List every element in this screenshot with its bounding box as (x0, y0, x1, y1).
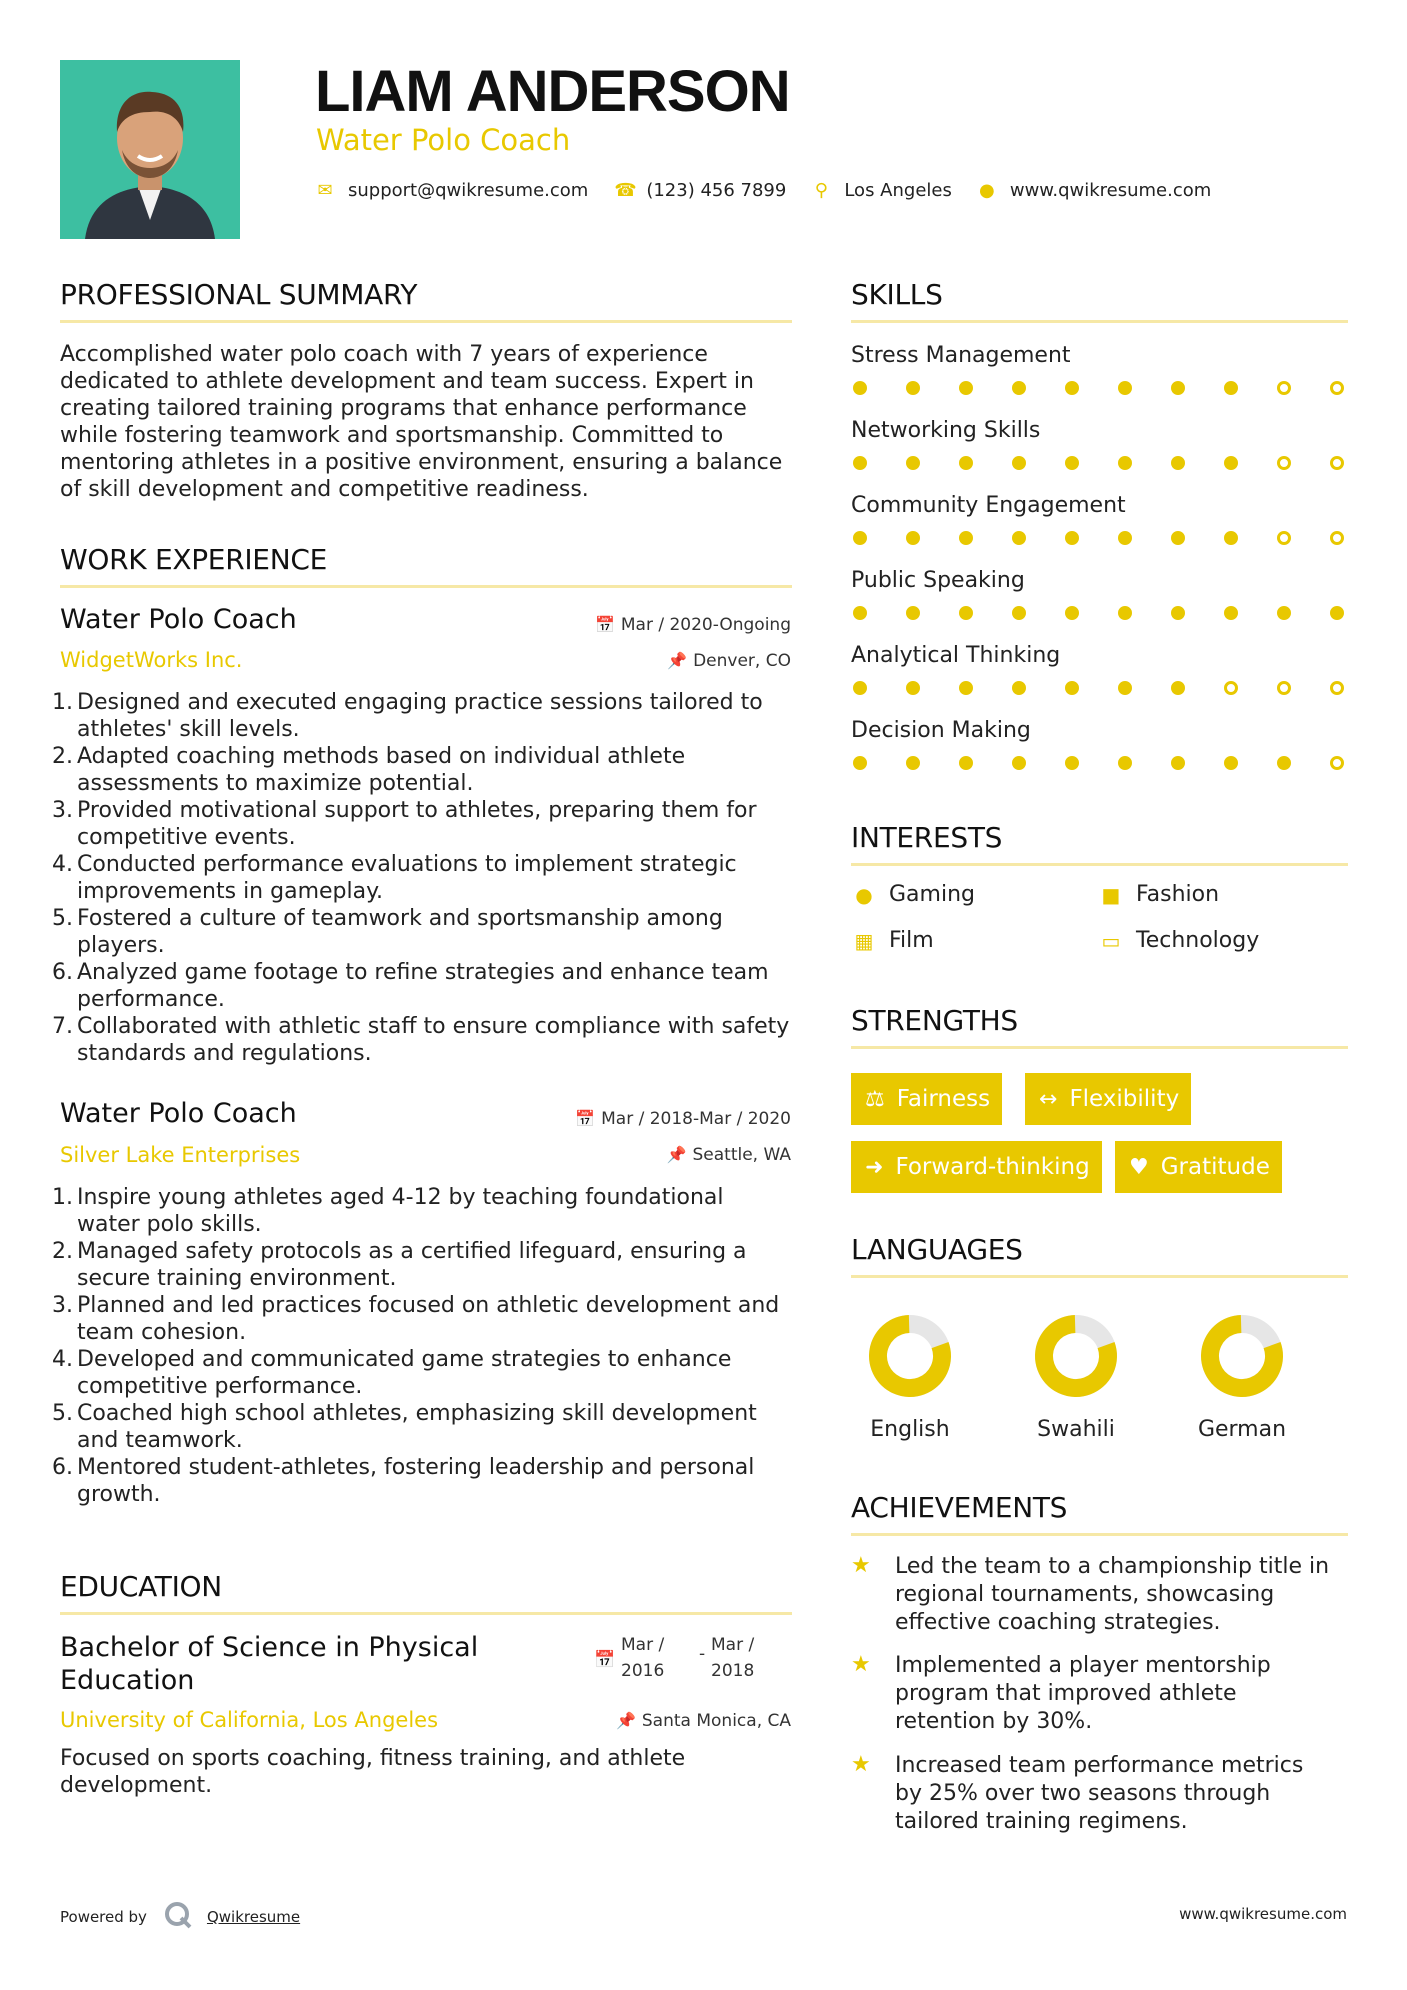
rating-dot (1277, 756, 1291, 770)
rating-dot (1118, 531, 1132, 545)
job-duties (52, 1184, 792, 1508)
rating-dot (1012, 456, 1026, 470)
rating-dot (853, 756, 867, 770)
rating-dot (1224, 456, 1238, 470)
work-rule (60, 585, 792, 588)
language-item (1172, 1311, 1312, 1442)
strength-tag: ↔ Flexibility (1025, 1073, 1191, 1125)
duty-item: 2. Managed safety protocols as a certified lifeguard, ensuring a secure training environment. (52, 1239, 747, 1291)
arrows-horizontal-icon: ↔ (1039, 1086, 1058, 1112)
rating-dot (1224, 606, 1238, 620)
rating-dot (1118, 681, 1132, 695)
rating-dot (959, 381, 973, 395)
school-location: 📌 Santa Monica, CA (615, 1711, 791, 1731)
education-rule (60, 1612, 792, 1615)
rating-dot (1118, 456, 1132, 470)
summary-text: Accomplished water polo coach with 7 years of experience dedicated to athlete development and team success. Expert in creating tailored training programs that enhance performance while fostering teamwork and sportsmanship. Committed to mentoring athletes in a positive environment, ensuring a balance of skill development and competitive readiness. (60, 342, 783, 502)
achievements-heading: ACHIEVEMENTS (851, 1491, 1068, 1524)
rating-dot (1224, 681, 1238, 695)
rating-dot (1330, 756, 1344, 770)
bag-icon: ■ (1101, 882, 1121, 907)
duty-item: 4. Conducted performance evaluations to implement strategic improvements in gameplay. (52, 852, 737, 904)
school-name: University of California, Los Angeles (60, 1708, 439, 1732)
strengths-rule (851, 1046, 1348, 1049)
duty-item: 1. Designed and executed engaging practice sessions tailored to athletes' skill levels. (52, 690, 763, 742)
rating-dot (906, 456, 920, 470)
rating-dot (959, 606, 973, 620)
profile-photo (60, 60, 240, 239)
achievement-item: ★ Led the team to a championship title in regional tournaments, showcasing effective coaching strategies. (851, 1553, 1330, 1635)
achievement-item: ★ Implemented a player mentorship program that improved athlete retention by 30%. (851, 1652, 1271, 1734)
achievement-item: ★ Increased team performance metrics by 25% over two seasons through tailored training regimens. (851, 1752, 1304, 1834)
rating-dot (1118, 756, 1132, 770)
interest-film: ▦ Film (851, 928, 934, 953)
rating-dot (1277, 606, 1291, 620)
duty-item: 6. Mentored student-athletes, fostering leadership and personal growth. (52, 1455, 755, 1507)
skill-name: Analytical Thinking (851, 643, 1061, 668)
interest-fashion: ■ Fashion (1098, 882, 1219, 907)
rating-dot (1012, 756, 1026, 770)
contact-row (316, 180, 1237, 201)
education-description: Focused on sports coaching, fitness training, and athlete development. (60, 1746, 686, 1798)
duty-item: 5. Coached high school athletes, emphasizing skill development and teamwork. (52, 1401, 757, 1453)
rating-dot (1224, 531, 1238, 545)
strength-tag: ♥ Gratitude (1115, 1141, 1282, 1193)
rating-dot (853, 456, 867, 470)
edu-start-date: Mar / 2016 (621, 1635, 665, 1681)
rating-dot (1065, 531, 1079, 545)
envelope-icon: ✉ (317, 180, 333, 201)
summary-rule (60, 320, 792, 323)
skill-name: Stress Management (851, 343, 1071, 368)
strengths-heading: STRENGTHS (851, 1004, 1018, 1037)
rating-dot (906, 531, 920, 545)
strength-tag: ➜ Forward-thinking (851, 1141, 1102, 1193)
skill-name: Networking Skills (851, 418, 1041, 443)
contact-email[interactable]: support@qwikresume.com (348, 180, 589, 201)
interests-rule (851, 863, 1348, 866)
education-heading: EDUCATION (60, 1570, 222, 1603)
rating-dot (959, 756, 973, 770)
languages-heading: LANGUAGES (851, 1233, 1023, 1266)
skill-name: Community Engagement (851, 493, 1126, 518)
language-item (1006, 1311, 1146, 1442)
rating-dot (906, 381, 920, 395)
rating-dot (1277, 681, 1291, 695)
duty-item: 3. Planned and led practices focused on athletic development and team cohesion. (52, 1293, 780, 1345)
job-title: Water Polo Coach (60, 604, 297, 635)
rating-dot (1277, 456, 1291, 470)
globe-icon: ● (978, 180, 995, 201)
calendar-icon: 📅 (594, 615, 615, 634)
job-company: WidgetWorks Inc. (60, 648, 243, 672)
contact-location: Los Angeles (844, 180, 952, 201)
degree-title: Bachelor of Science in Physical Education (60, 1632, 479, 1696)
pin-icon: 📌 (615, 1711, 636, 1730)
skill-name: Public Speaking (851, 568, 1025, 593)
rating-dot (853, 531, 867, 545)
job-location: 📌 Denver, CO (667, 651, 791, 671)
duty-item: 4. Developed and communicated game strategies to enhance competitive performance. (52, 1347, 732, 1399)
candidate-name: LIAM ANDERSON (315, 59, 790, 124)
duty-item: 3. Provided motivational support to athletes, preparing them for competitive events. (52, 798, 757, 850)
contact-phone[interactable]: (123) 456 7899 (646, 180, 787, 201)
rating-dot (1330, 606, 1344, 620)
language-donut (865, 1311, 955, 1401)
rating-dot (959, 456, 973, 470)
rating-dot (1118, 381, 1132, 395)
interests-heading: INTERESTS (851, 821, 1003, 854)
rating-dot (906, 756, 920, 770)
film-icon: ▦ (854, 928, 874, 953)
rating-dot (1012, 381, 1026, 395)
rating-dot (1171, 381, 1185, 395)
rating-dot (1224, 756, 1238, 770)
skill-rating (853, 756, 1353, 774)
language-label: English (870, 1417, 950, 1442)
star-icon: ★ (851, 1553, 871, 1578)
rating-dot (1171, 681, 1185, 695)
job-dates: 📅 Mar / 2018-Mar / 2020 (575, 1109, 791, 1129)
rating-dot (1277, 531, 1291, 545)
rating-dot (1065, 756, 1079, 770)
language-label: German (1197, 1417, 1287, 1442)
candidate-title: Water Polo Coach (316, 123, 571, 157)
rating-dot (1118, 606, 1132, 620)
laptop-icon: ▭ (1101, 928, 1121, 953)
summary-heading: PROFESSIONAL SUMMARY (60, 278, 418, 311)
balance-scale-icon: ⚖ (865, 1086, 885, 1112)
job-duties (52, 689, 792, 1067)
rating-dot (1277, 381, 1291, 395)
rating-dot (1330, 531, 1344, 545)
arrow-right-icon: ➜ (865, 1154, 884, 1180)
rating-dot (1224, 381, 1238, 395)
rating-dot (1171, 756, 1185, 770)
calendar-icon: 📅 (575, 1109, 596, 1128)
rating-dot (1012, 531, 1026, 545)
rating-dot (906, 681, 920, 695)
interest-technology: ▭ Technology (1098, 928, 1259, 953)
rating-dot (906, 606, 920, 620)
skill-rating (853, 681, 1353, 699)
rating-dot (1065, 381, 1079, 395)
star-icon: ★ (851, 1652, 871, 1677)
skill-rating (853, 381, 1353, 399)
rating-dot (1171, 606, 1185, 620)
skill-rating (853, 606, 1353, 624)
qwikresume-link[interactable]: Qwikresume (206, 1908, 301, 1926)
rating-dot (853, 381, 867, 395)
skills-rule (851, 320, 1348, 323)
duty-item: 2. Adapted coaching methods based on individual athlete assessments to maximize potential. (52, 744, 686, 796)
rating-dot (1171, 456, 1185, 470)
rating-dot (1171, 531, 1185, 545)
footer-url[interactable]: www.qwikresume.com (1179, 1905, 1347, 1923)
work-heading: WORK EXPERIENCE (60, 543, 327, 576)
job-company: Silver Lake Enterprises (60, 1143, 301, 1167)
star-icon: ★ (851, 1752, 871, 1777)
skill-rating (853, 456, 1353, 474)
skill-name: Decision Making (851, 718, 1031, 743)
skills-heading: SKILLS (851, 278, 943, 311)
achievements-rule (851, 1533, 1348, 1536)
language-donut (1031, 1311, 1121, 1401)
pin-icon: 📌 (666, 1145, 687, 1164)
rating-dot (1065, 456, 1079, 470)
edu-date-separator: - (699, 1644, 706, 1664)
heart-icon: ♥ (1129, 1154, 1149, 1180)
phone-icon: ☎ (614, 180, 637, 201)
duty-item: 7. Collaborated with athletic staff to ensure compliance with safety standards and regulations. (52, 1014, 790, 1066)
duty-item: 5. Fostered a culture of teamwork and sportsmanship among players. (52, 906, 723, 958)
footer-powered-by: Powered by Qwikresume (60, 1900, 300, 1934)
strength-tag: ⚖ Fairness (851, 1073, 1002, 1125)
job-location: 📌 Seattle, WA (666, 1145, 791, 1165)
rating-dot (1012, 681, 1026, 695)
qwikresume-logo-icon (163, 1900, 193, 1934)
rating-dot (1330, 681, 1344, 695)
job-dates: 📅 Mar / 2020-Ongoing (594, 615, 791, 635)
edu-end-date: Mar / 2018 (711, 1635, 755, 1681)
rating-dot (959, 531, 973, 545)
language-donut (1197, 1311, 1287, 1401)
rating-dot (853, 681, 867, 695)
job-title: Water Polo Coach (60, 1098, 297, 1129)
duty-item: 6. Analyzed game footage to refine strategies and enhance team performance. (52, 960, 769, 1012)
gamepad-icon: ● (855, 882, 873, 907)
pin-icon: 📌 (667, 651, 688, 670)
duty-item: 1. Inspire young athletes aged 4-12 by teaching foundational water polo skills. (52, 1185, 724, 1237)
rating-dot (1065, 606, 1079, 620)
language-item (840, 1311, 980, 1442)
rating-dot (1012, 606, 1026, 620)
rating-dot (1330, 381, 1344, 395)
rating-dot (1065, 681, 1079, 695)
rating-dot (959, 681, 973, 695)
skill-rating (853, 531, 1353, 549)
contact-website[interactable]: www.qwikresume.com (1009, 180, 1212, 201)
languages-rule (851, 1275, 1348, 1278)
map-pin-icon: ⚲ (814, 180, 828, 201)
rating-dot (853, 606, 867, 620)
language-label: Swahili (1037, 1417, 1115, 1442)
interest-gaming: ● Gaming (851, 882, 975, 907)
calendar-icon: 📅 (594, 1650, 616, 1670)
rating-dot (1330, 456, 1344, 470)
